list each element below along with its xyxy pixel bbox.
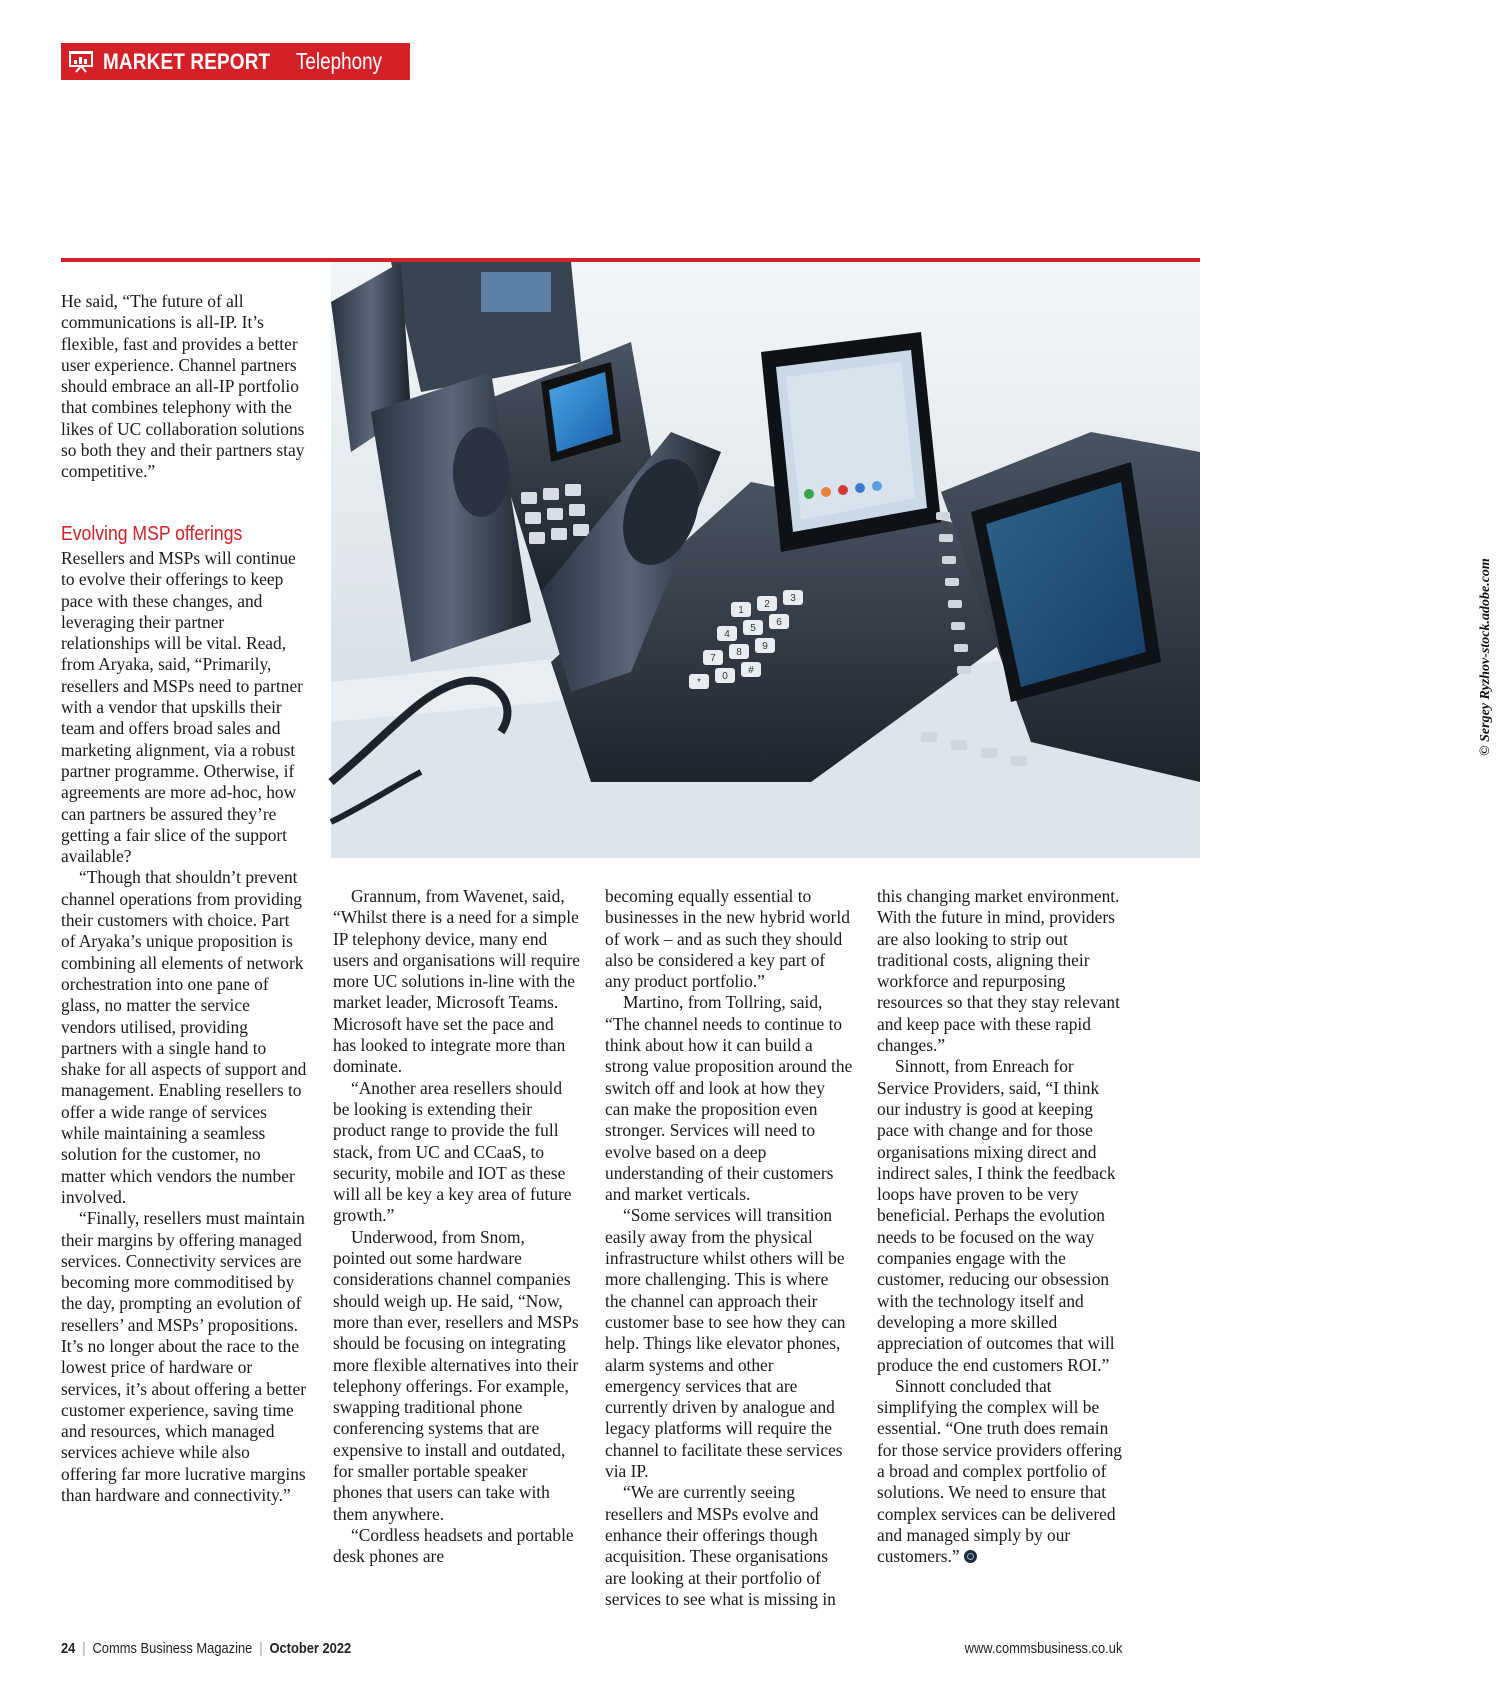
svg-text:4: 4	[724, 629, 730, 640]
section-label: MARKET REPORT	[103, 48, 271, 74]
keypad-key	[755, 638, 775, 653]
keypad-key	[743, 620, 763, 635]
keypad-key	[715, 668, 735, 683]
presentation-board-icon	[69, 51, 93, 73]
svg-text:0: 0	[722, 671, 728, 682]
subheading: Evolving MSP offerings	[61, 523, 243, 545]
website-link[interactable]: www.commsbusiness.co.uk	[964, 1640, 1122, 1657]
keypad-key	[769, 614, 789, 629]
page-number: 24	[61, 1640, 76, 1657]
footer-separator: |	[82, 1640, 86, 1657]
paragraph: becoming equally essential to businesses in the new hybrid world of work – and as such they should also be considered a key part of any product portfolio.”	[605, 886, 850, 992]
keypad-key	[741, 662, 761, 677]
column-2	[333, 886, 581, 1568]
svg-text:3: 3	[790, 593, 796, 604]
magazine-name: Comms Business Magazine	[92, 1640, 253, 1657]
keypad-key	[703, 650, 723, 665]
svg-text:7: 7	[710, 653, 716, 664]
paragraph: Resellers and MSPs will continue to evolve their offerings to keep pace with these changes, and leveraging their partner relationships will be vital. Read, from Aryaka, said, “Primarily, resellers and MSPs need to partner with a vendor that upskills their team and offers broad sales and marketing alignment, via a robust partner programme. Otherwise, if agreements are more ad-hoc, how can partners be assured they’re getting a fair slice of the support available?	[61, 548, 303, 867]
article-end-icon	[964, 1550, 977, 1563]
paragraph: “Another area resellers should be looking is extending their product range to provide the full stack, from UC and CCaaS, to security, mobile and IOT as these will all be key a key area of future growth.”	[333, 1077, 572, 1226]
keypad-key	[689, 674, 709, 689]
paragraph: Underwood, from Snom, pointed out some hardware considerations channel companies should weigh up. He said, “Now, more than ever, resellers and MSPs should be focusing on integrating more flexible alternatives into their telephony offerings. For example, swapping traditional phone conferencing systems that are expensive to install and outdated, for smaller portable speaker phones that users can take with them anywhere.	[333, 1226, 579, 1524]
issue-date: October 2022	[269, 1640, 352, 1657]
svg-text:2: 2	[764, 599, 770, 610]
svg-text:5: 5	[750, 623, 756, 634]
svg-text:1: 1	[738, 605, 744, 616]
keypad-key	[757, 596, 777, 611]
footer-left	[61, 1640, 351, 1657]
paragraph: “Though that shouldn’t prevent channel operations from providing their customers with choice. Part of Aryaka’s unique proposition is combining all elements of network orchestration into one pane of glass, no matter the service vendors utilised, providing partners with a single hand to shake for all aspects of support and management. Enabling resellers to offer a wide range of services while maintaining a seamless solution for the customer, no matter which vendors the number involved.	[61, 867, 307, 1207]
svg-text:9: 9	[762, 641, 768, 652]
keypad-key	[731, 602, 751, 617]
paragraph: “Cordless headsets and portable desk phones are	[333, 1524, 574, 1567]
paragraph: “Some services will transition easily away from the physical infrastructure whilst others will be more challenging. This is where the channel can approach their customer base to see how they can help. Things like elevator phones, alarm systems and other emergency services that are currently driven by analogue and legacy platforms will require the channel to facilitate these services via IP.	[605, 1205, 846, 1482]
keypad-key	[717, 626, 737, 641]
paragraph: “Finally, resellers must maintain their margins by offering managed services. Connectivity services are becoming more commoditised by the day, prompting an evolution of resellers’ and MSPs’ propositions. It’s no longer about the race to the lowest price of hardware or services, it’s about offering a better customer experience, saving time and resources, which managed services achieve while also offering far more lucrative margins than hardware and connectivity.”	[61, 1208, 306, 1506]
paragraph: Martino, from Tollring, said, “The channel needs to continue to think about how it can build a strong value proposition around the switch off and look at how they can make the proposition even stronger. Services will need to evolve based on a deep understanding of their customers and market verticals.	[605, 992, 853, 1205]
svg-text:6: 6	[776, 617, 782, 628]
desk-phones-photo	[331, 262, 1493, 858]
paragraph: this changing market environment. With the future in mind, providers are also looking to strip out traditional costs, aligning their workforce and repurposing resources so that they stay relevant and keep pace with these rapid changes.”	[877, 886, 1120, 1056]
footer-separator: |	[259, 1640, 263, 1657]
svg-text:*: *	[697, 677, 701, 688]
photo-credit: © Sergey Ryzhov-stock.adobe.com	[1478, 558, 1493, 756]
paragraph: He said, “The future of all communications is all-IP. It’s flexible, fast and provides a better user experience. Channel partners should embrace an all-IP portfolio that combines telephony with the likes of UC collaboration solutions so both they and their partners stay competitive.”	[61, 291, 305, 482]
svg-text:8: 8	[736, 647, 742, 658]
paragraph: Sinnott, from Enreach for Service Providers, said, “I think our industry is good at keeping pace with change and for those organisations mixing direct and indirect sales, I think the feedback loops have proven to be very beneficial. Perhaps the evolution needs to be focused on the way companies engage with the customer, reducing our obsession with the technology itself and developing a more skilled appreciation of outcomes that will produce the end customers ROI.”	[877, 1056, 1116, 1375]
topic-label: Telephony	[295, 48, 382, 74]
desk-phones-illustration	[331, 262, 1200, 858]
paragraph: “We are currently seeing resellers and MSPs evolve and enhance their offerings though acquisition. These organisations are looking at their portfolio of services to see what is missing in	[605, 1482, 836, 1609]
keypad-key	[783, 590, 803, 605]
paragraph: Sinnott concluded that simplifying the complex will be essential. “One truth does remain for those service providers offering a broad and complex portfolio of solutions. We need to ensure that complex services can be delivered and managed simply by our customers.”	[877, 1375, 1122, 1567]
column-1-intro	[61, 291, 307, 483]
keypad-key	[729, 644, 749, 659]
svg-text:#: #	[748, 665, 754, 676]
section-tag	[61, 43, 410, 80]
column-3	[605, 886, 853, 1610]
column-1	[61, 522, 307, 1506]
paragraph: Grannum, from Wavenet, said, “Whilst there is a need for a simple IP telephony device, many end users and organisations will require more UC solutions in-line with the market leader, Microsoft Teams. Microsoft have set the pace and has looked to integrate more than dominate.	[333, 886, 580, 1077]
column-4	[877, 886, 1125, 1568]
